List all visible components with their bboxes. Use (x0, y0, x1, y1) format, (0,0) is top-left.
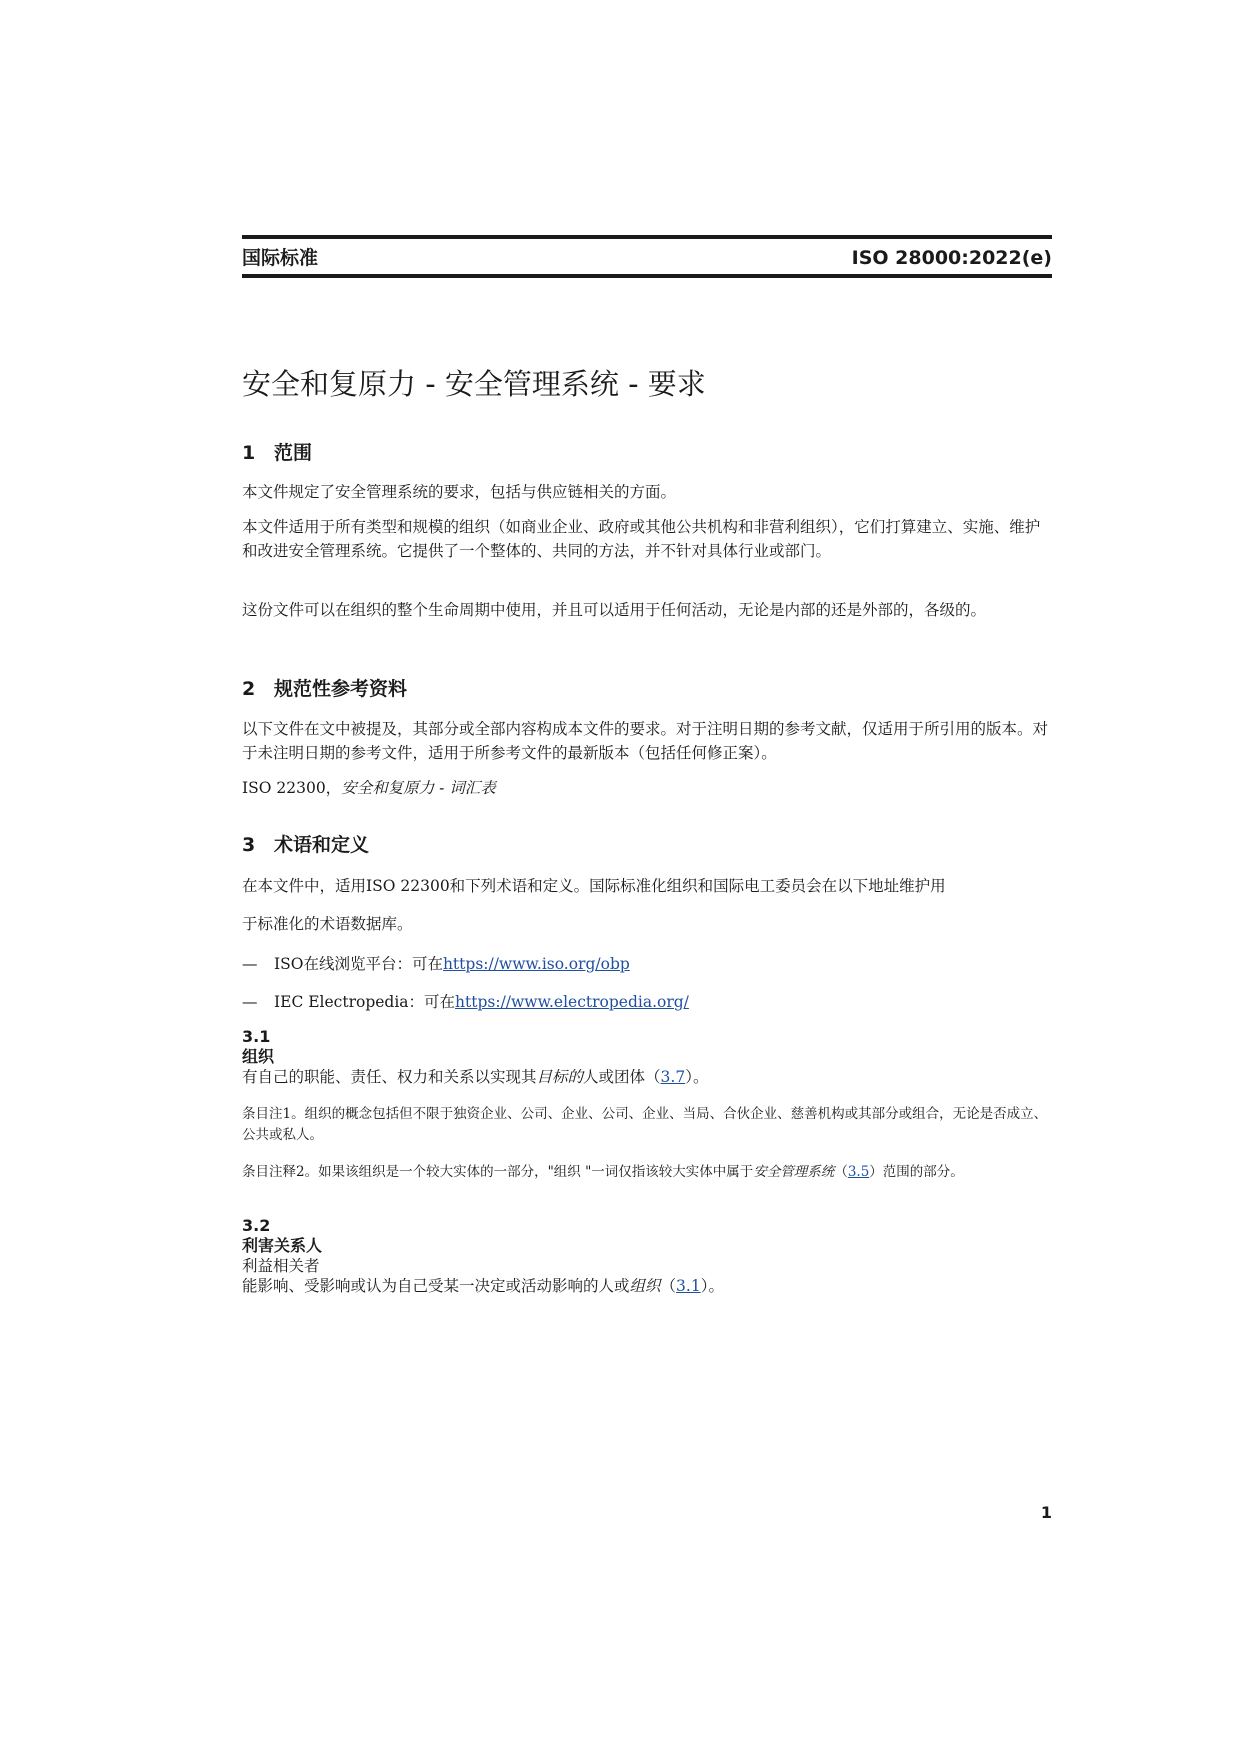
document-title: 安全和复原力 - 安全管理系统 - 要求 (242, 367, 706, 401)
list-item-text: ISO在线浏览平台：可在 (274, 955, 443, 973)
term-name: 组织 (242, 1047, 275, 1066)
page-number: 1 (1040, 1503, 1052, 1522)
definition-text: 有自己的职能、责任、权力和关系以实现其 (242, 1068, 537, 1086)
term-definition (242, 1067, 708, 1087)
normative-refs-paragraph: 以下文件在文中被提及，其部分或全部内容构成本文件的要求。对于注明日期的参考文献，仅适用于所引用的版本。对于未注明日期的参考文件，适用于所参考文件的最新版本（包括任何修正案）。 (242, 720, 1049, 762)
note-text: 条目注释2。如果该组织是一个较大实体的一部分，"组织 "一词仅指该较大实体中属于 (242, 1164, 754, 1180)
terms-source-item-iso (242, 952, 1052, 976)
section-number: 2 (242, 678, 256, 700)
scope-paragraph-1: 本文件规定了安全管理系统的要求，包括与供应链相关的方面。 (242, 483, 677, 501)
definition-text: 能影响、受影响或认为自己受某一决定或活动影响的人或 (242, 1277, 630, 1295)
iso-obp-link[interactable]: https://www.iso.org/obp (442, 955, 630, 973)
document-page (242, 0, 1052, 1755)
terms-source-item-iec (242, 990, 1052, 1014)
header-doc-type: 国际标准 (242, 247, 319, 269)
list-dash: — (242, 955, 258, 973)
definition-text: ）。 (685, 1068, 709, 1086)
term-note-2 (242, 1162, 1052, 1183)
ref-id: ISO 22300， (242, 779, 342, 797)
term-number: 3.2 (242, 1216, 271, 1235)
definition-text: ）。 (700, 1277, 724, 1295)
note-text: ）范围的部分。 (869, 1164, 964, 1180)
electropedia-link[interactable]: https://www.electropedia.org/ (455, 993, 689, 1011)
term-note-1: 条目注1。组织的概念包括但不限于独资企业、公司、企业、公司、企业、当局、合伙企业、慈善机构或其部分或组合，无论是否成立、公共或私人。 (242, 1106, 1048, 1143)
list-dash: — (242, 993, 258, 1011)
section-number: 3 (242, 834, 256, 856)
scope-paragraph-2: 本文件适用于所有类型和规模的组织（如商业企业、政府或其他公共机构和非营利组织），它们打算建立、实施、维护和改进安全管理系统。它提供了一个整体的、共同的方法，并不针对具体行业或部门。 (242, 518, 1041, 560)
scope-paragraph-3: 这份文件可以在组织的整个生命周期中使用，并且可以适用于任何活动，无论是内部的还是外部的，各级的。 (242, 601, 987, 619)
section-title: 规范性参考资料 (274, 678, 408, 700)
section-title: 术语和定义 (274, 834, 370, 856)
normative-ref-item (242, 776, 1052, 800)
term-ref-link[interactable]: 3.1 (676, 1277, 701, 1295)
header-rule-bottom (242, 274, 1052, 278)
header-rule-top (242, 235, 1052, 239)
ref-title: 安全和复原力 - 词汇表 (341, 779, 496, 797)
definition-text: 人或团体（ (583, 1068, 661, 1086)
term-ref-link[interactable]: 3.5 (847, 1164, 870, 1180)
definition-emphasis: 目标的 (536, 1068, 584, 1086)
terms-intro-line-2: 于标准化的术语数据库。 (242, 915, 413, 933)
term-ref-link[interactable]: 3.7 (660, 1068, 686, 1086)
definition-text: （ (660, 1277, 677, 1295)
note-emphasis: 安全管理系统 (753, 1164, 835, 1180)
term-number: 3.1 (242, 1027, 271, 1046)
header-doc-id: ISO 28000:2022(e) (851, 247, 1052, 269)
definition-emphasis: 组织 (629, 1277, 661, 1295)
term-definition (242, 1276, 724, 1296)
section-3-heading (242, 832, 369, 858)
term-synonym: 利益相关者 (242, 1257, 320, 1275)
section-1-heading (242, 440, 312, 466)
section-2-heading (242, 676, 407, 702)
section-number: 1 (242, 442, 256, 464)
list-item-text: IEC Electropedia：可在 (274, 993, 456, 1011)
note-text: （ (834, 1164, 848, 1180)
terms-intro-line-1: 在本文件中，适用ISO 22300和下列术语和定义。国际标准化组织和国际电工委员会在以下地址维护用 (242, 877, 946, 895)
section-title: 范围 (274, 442, 313, 464)
term-name: 利害关系人 (242, 1236, 323, 1255)
